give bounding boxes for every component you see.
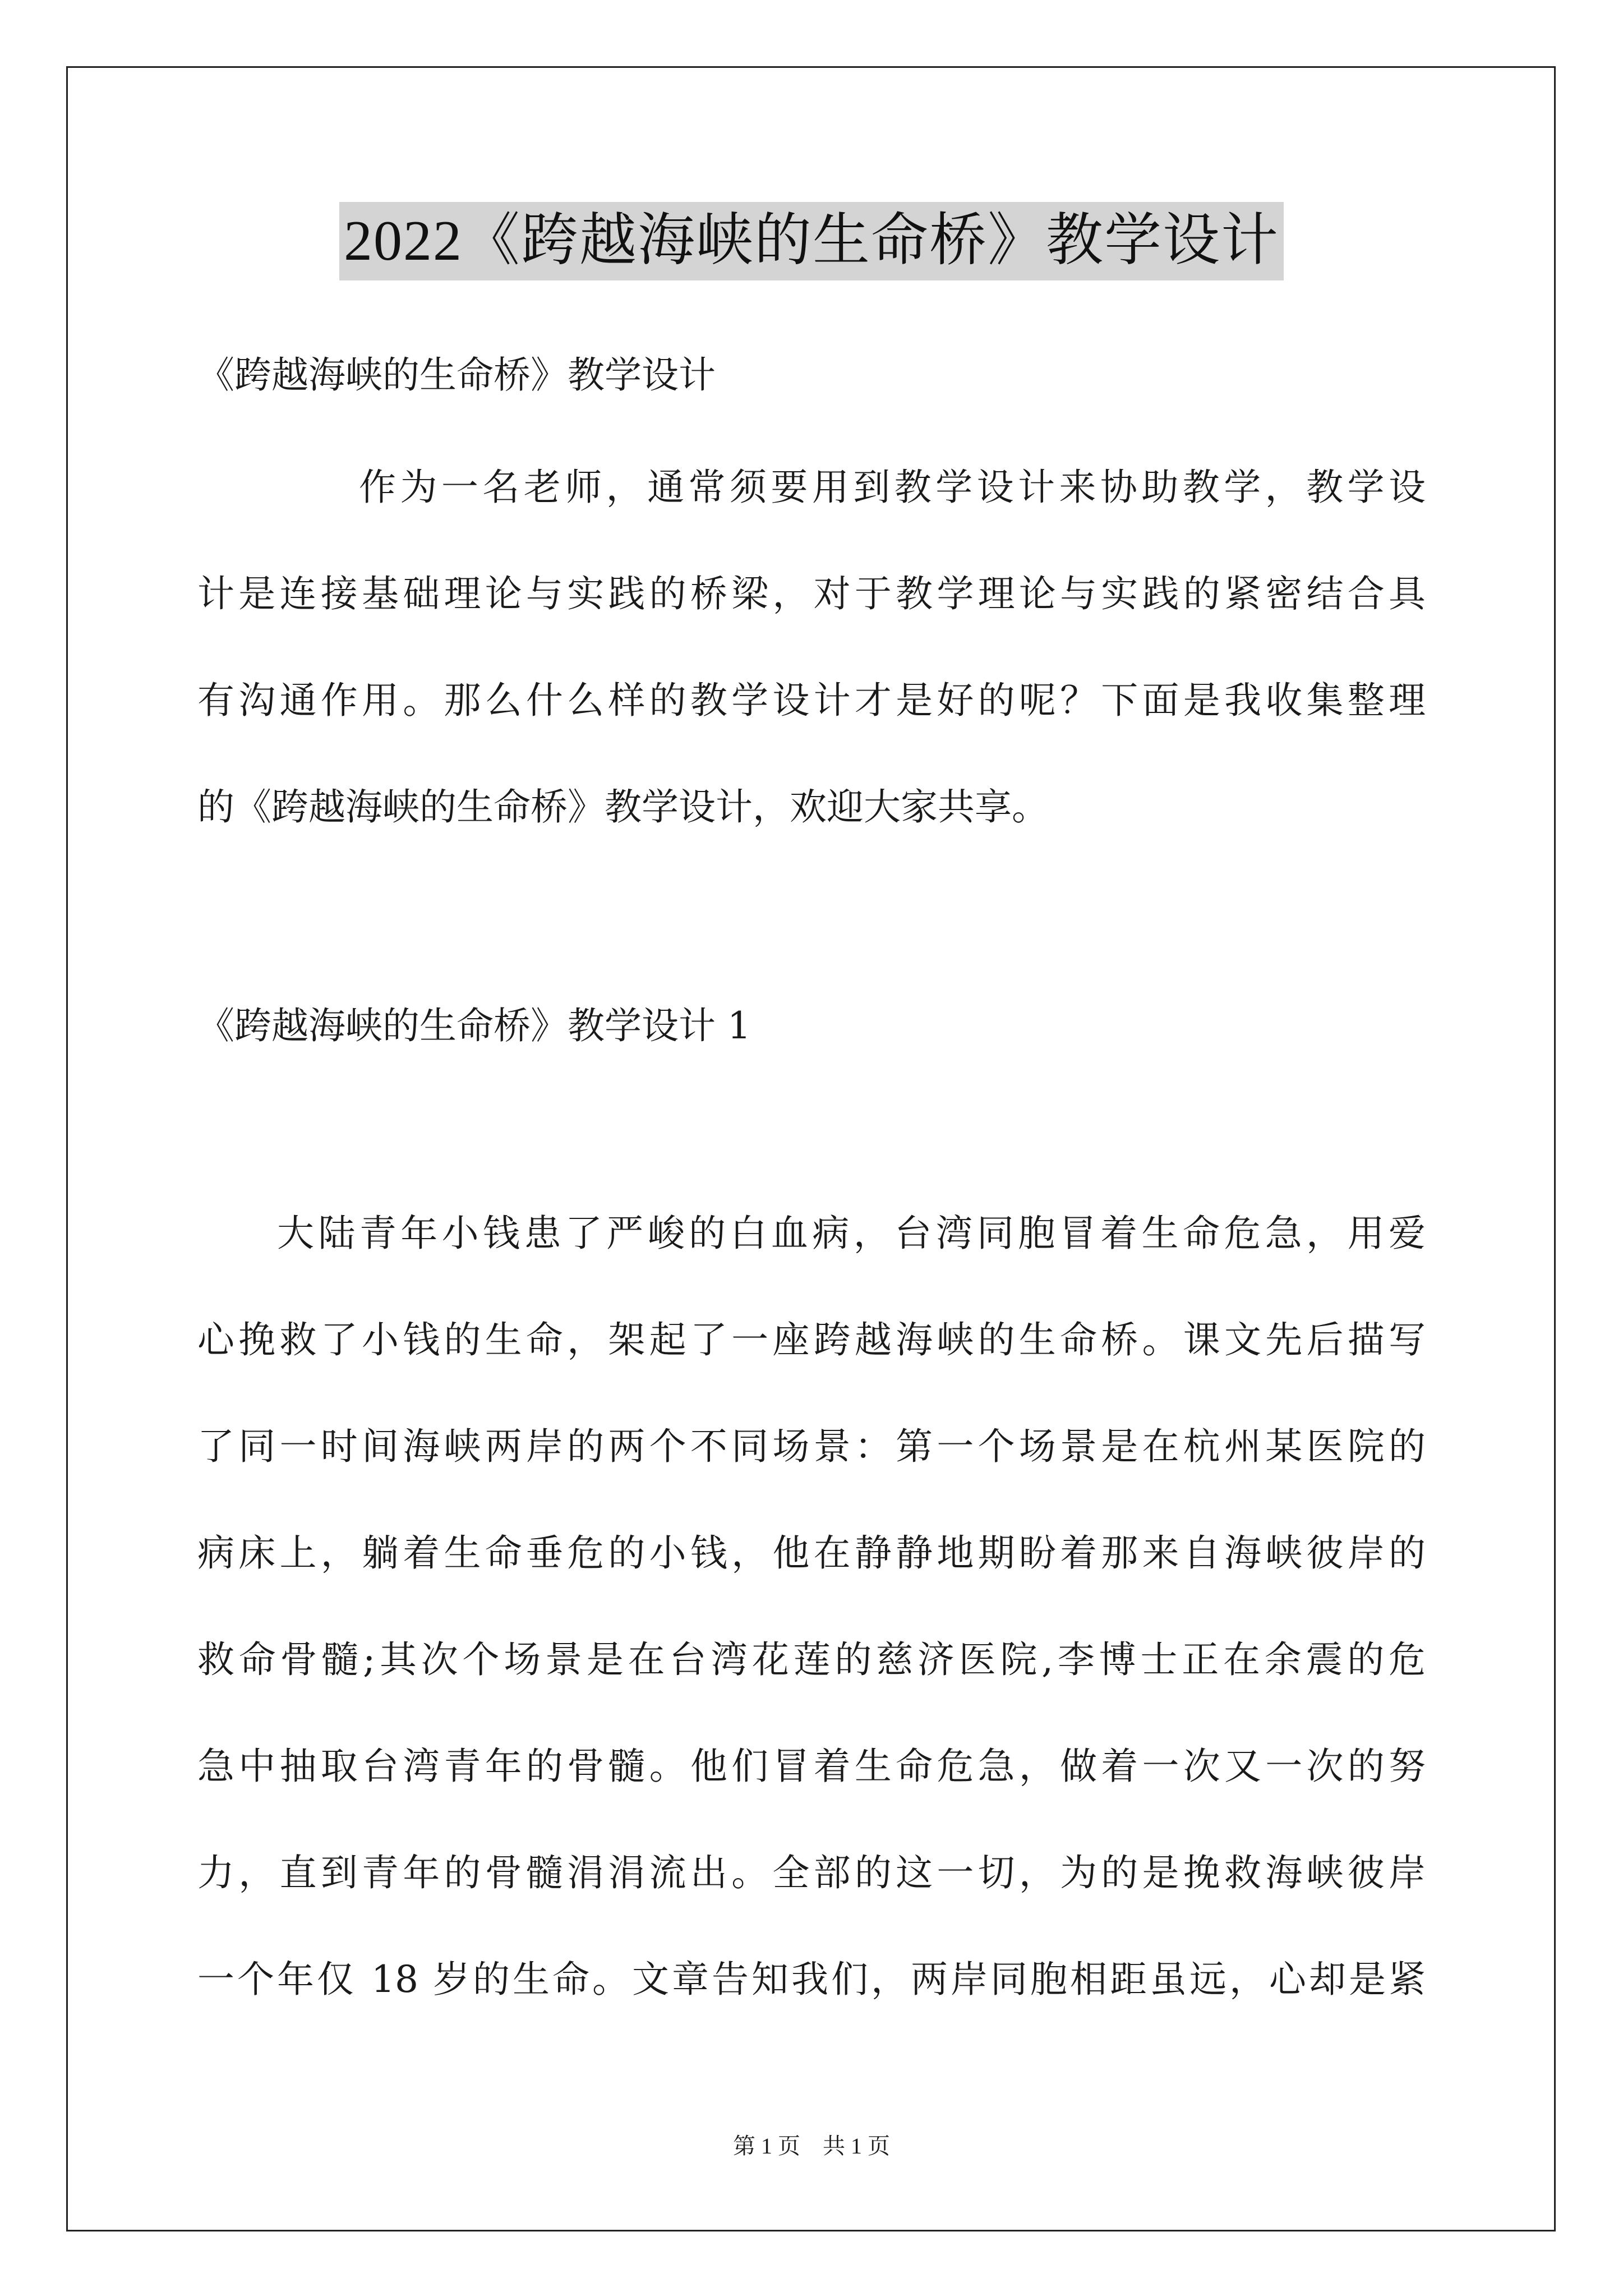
title-container xyxy=(0,202,1623,280)
section-heading: 《跨越海峡的生命桥》教学设计 1 xyxy=(197,1004,751,1047)
document-title: 2022《跨越海峡的生命桥》教学设计 xyxy=(339,202,1284,280)
body-line: 一个年仅 18 岁的生命。文章告知我们，两岸同胞相距虽远，心却是紧 xyxy=(197,1958,1426,2001)
intro-line: 计是连接基础理论与实践的桥梁，对于教学理论与实践的紧密结合具 xyxy=(197,572,1426,615)
body-line: 心挽救了小钱的生命，架起了一座跨越海峡的生命桥。课文先后描写 xyxy=(197,1318,1426,1361)
subtitle: 《跨越海峡的生命桥》教学设计 xyxy=(197,353,716,397)
body-line: 力，直到青年的骨髓涓涓流出。全部的这一切，为的是挽救海峡彼岸 xyxy=(197,1851,1426,1894)
body-line: 病床上，躺着生命垂危的小钱，他在静静地期盼着那来自海峡彼岸的 xyxy=(197,1531,1426,1575)
intro-line: 作为一名老师，通常须要用到教学设计来协助教学，教学设 xyxy=(359,466,1426,509)
page-number-footer: 第 1 页 共 1 页 xyxy=(733,2133,890,2159)
body-line: 救命骨髓;其次个场景是在台湾花莲的慈济医院,李博士正在余震的危 xyxy=(197,1638,1426,1681)
body-line: 急中抽取台湾青年的骨髓。他们冒着生命危急，做着一次又一次的努 xyxy=(197,1745,1426,1788)
intro-line: 的《跨越海峡的生命桥》教学设计，欢迎大家共享。 xyxy=(197,785,1049,829)
intro-line: 有沟通作用。那么什么样的教学设计才是好的呢？下面是我收集整理 xyxy=(197,679,1426,722)
body-line: 了同一时间海峡两岸的两个不同场景：第一个场景是在杭州某医院的 xyxy=(197,1425,1426,1468)
body-line: 大陆青年小钱患了严峻的白血病，台湾同胞冒着生命危急，用爱 xyxy=(277,1212,1426,1255)
